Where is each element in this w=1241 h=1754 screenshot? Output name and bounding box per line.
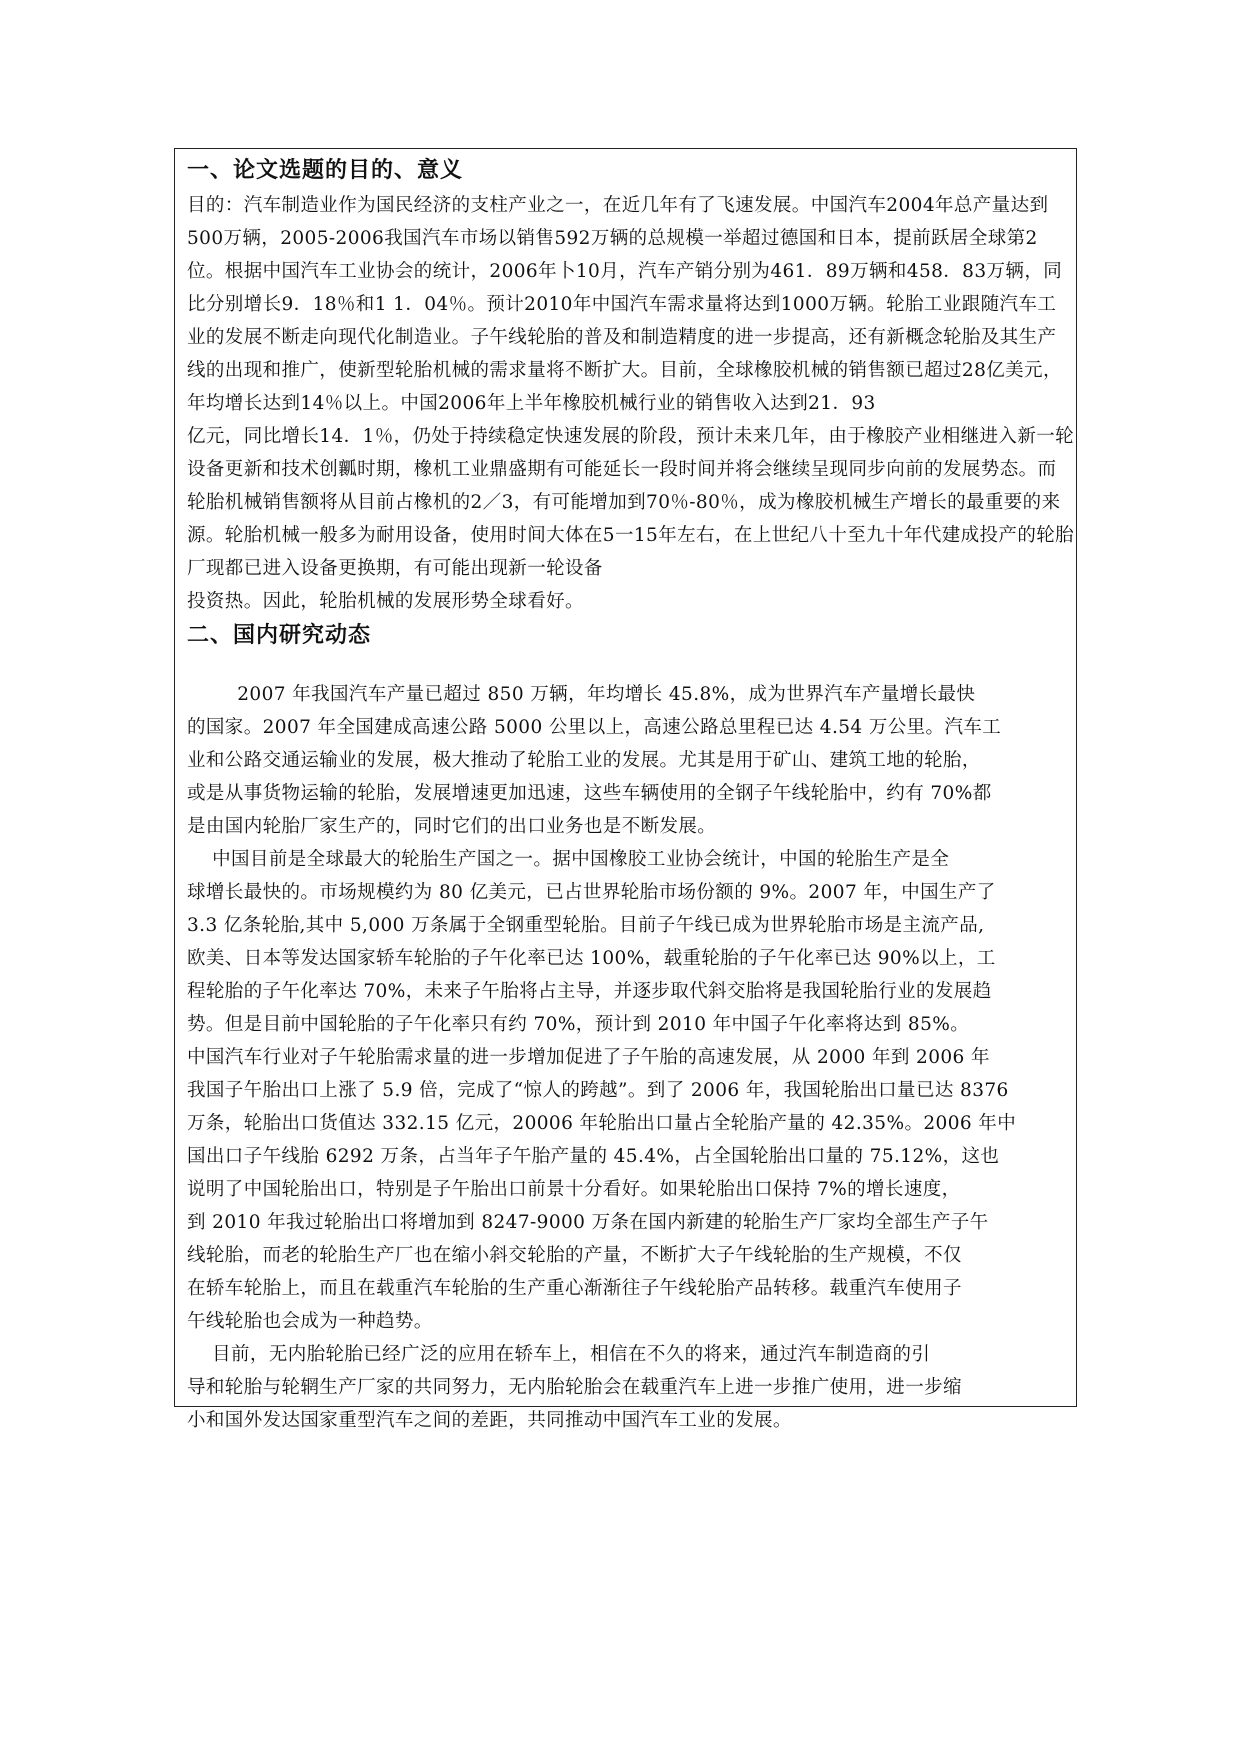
section2-line: 的国家。2007 年全国建成高速公路 5000 公里以上，高速公路总里程已达 4.54 万公里。汽车工 — [187, 717, 1002, 738]
section2-line: 3.3 亿条轮胎,其中 5,000 万条属于全钢重型轮胎。目前子午线已成为世界轮胎市场是主流产品, — [187, 915, 985, 936]
section2-line: 万条，轮胎出口货值达 332.15 亿元，20006 年轮胎出口量占全轮胎产量的 42.35%。2006 年中 — [187, 1113, 1017, 1134]
section2-line: 势。但是目前中国轮胎的子午化率只有约 70%，预计到 2010 年中国子午化率将达到 85%。 — [187, 1014, 970, 1035]
section1-paragraph: 亿元，同比增长14．1％，仍处于持续稳定快速发展的阶段，预计未来几年，由于橡胶产业相继进入新一轮设备更新和技术创瓤时期，橡机工业鼎盛期有可能延长一段时间并将会继续呈现同步向前的发展势态。而轮胎机械销售额将从目前占橡机的2／3，有可能增加到70％-80％，成为橡胶机械生产增长的最重要的来源。轮胎机械一般多为耐用设备，使用时间大体在5一15年左右，在上世纪八十至九十年代建成投产的轮胎厂现都已进入设备更换期，有可能出现新一轮设备 — [187, 426, 1075, 579]
document-content — [187, 153, 1075, 1437]
section2-line: 中国汽车行业对子午轮胎需求量的进一步增加促进了子午胎的高速发展，从 2000 年到 2006 年 — [187, 1047, 990, 1068]
section2-line: 在轿车轮胎上，而且在载重汽车轮胎的生产重心渐渐往子午线轮胎产品转移。载重汽车使用子 — [187, 1278, 962, 1299]
section2-line: 欧美、日本等发达国家轿车轮胎的子午化率已达 100%，载重轮胎的子午化率已达 90%以上，工 — [187, 948, 996, 969]
section2-body — [187, 678, 1075, 1437]
section1-body — [187, 189, 1075, 618]
section2-heading: 二、国内研究动态 — [187, 623, 372, 648]
section2-line: 说明了中国轮胎出口，特别是子午胎出口前景十分看好。如果轮胎出口保持 7%的增长速度， — [187, 1179, 961, 1200]
section2-line: 午线轮胎也会成为一种趋势。 — [187, 1311, 433, 1332]
section1-heading: 一、论文选题的目的、意义 — [187, 158, 464, 183]
section2-line: 国出口子午线胎 6292 万条，占当年子午胎产量的 45.4%，占全国轮胎出口量的 75.12%，这也 — [187, 1146, 1000, 1167]
section2-line: 2007 年我国汽车产量已超过 850 万辆，年均增长 45.8%，成为世界汽车产量增长最快 — [187, 684, 976, 705]
section2-line: 线轮胎，而老的轮胎生产厂也在缩小斜交轮胎的产量，不断扩大子午线轮胎的生产规模，不仅 — [187, 1245, 962, 1266]
section2-line: 是由国内轮胎厂家生产的，同时它们的出口业务也是不断发展。 — [187, 816, 717, 837]
section2-line: 小和国外发达国家重型汽车之间的差距，共同推动中国汽车工业的发展。 — [187, 1410, 792, 1431]
section2-line: 程轮胎的子午化率达 70%，未来子午胎将占主导，并逐步取代斜交胎将是我国轮胎行业的发展趋 — [187, 981, 992, 1002]
section1-paragraph: 投资热。因此，轮胎机械的发展形势全球看好。 — [187, 591, 584, 612]
section2-line: 导和轮胎与轮辋生产厂家的共同努力，无内胎轮胎会在载重汽车上进一步推广使用，进一步缩 — [187, 1377, 962, 1398]
section2-line: 目前，无内胎轮胎已经广泛的应用在轿车上，相信在不久的将来，通过汽车制造商的引 — [187, 1344, 931, 1365]
section2-line: 我国子午胎出口上涨了 5.9 倍，完成了“惊人的跨越”。到了 2006 年，我国轮胎出口量已达 8376 — [187, 1080, 1009, 1101]
document-frame — [174, 148, 1077, 1431]
section1-paragraph: 目的：汽车制造业作为国民经济的支柱产业之一，在近几年有了飞速发展。中国汽车2004年总产量达到500万辆，2005-2006我国汽车市场以销售592万辆的总规模一举超过德国和日本，提前跃居全球第2位。根据中国汽车工业协会的统计，2006年卜10月，汽车产销分别为461．89万辆和458．83万辆，同比分别增长9．18％和1 1．04％。预计2010年中国汽车需求量将达到1000万辆。轮胎工业跟随汽车工业的发展不断走向现代化制造业。子午线轮胎的普及和制造精度的进一步提高，还有新概念轮胎及其生产线的出现和推广，使新型轮胎机械的需求量将不断扩大。目前，全球橡胶机械的销售额已超过28亿美元，年均增长达到14％以上。中国2006年上半年橡胶机械行业的销售收入达到21．93 — [187, 195, 1063, 414]
section2-line: 中国目前是全球最大的轮胎生产国之一。据中国橡胶工业协会统计，中国的轮胎生产是全 — [187, 849, 950, 870]
section2-line: 到 2010 年我过轮胎出口将增加到 8247-9000 万条在国内新建的轮胎生产厂家均全部生产子午 — [187, 1212, 989, 1233]
section2-line: 或是从事货物运输的轮胎，发展增速更加迅速，这些车辆使用的全钢子午线轮胎中，约有 70%都 — [187, 783, 992, 804]
section2-line: 业和公路交通运输业的发展，极大推动了轮胎工业的发展。尤其是用于矿山、建筑工地的轮胎， — [187, 750, 981, 771]
section2-line: 球增长最快的。市场规模约为 80 亿美元，已占世界轮胎市场份额的 9%。2007 年，中国生产了 — [187, 882, 996, 903]
